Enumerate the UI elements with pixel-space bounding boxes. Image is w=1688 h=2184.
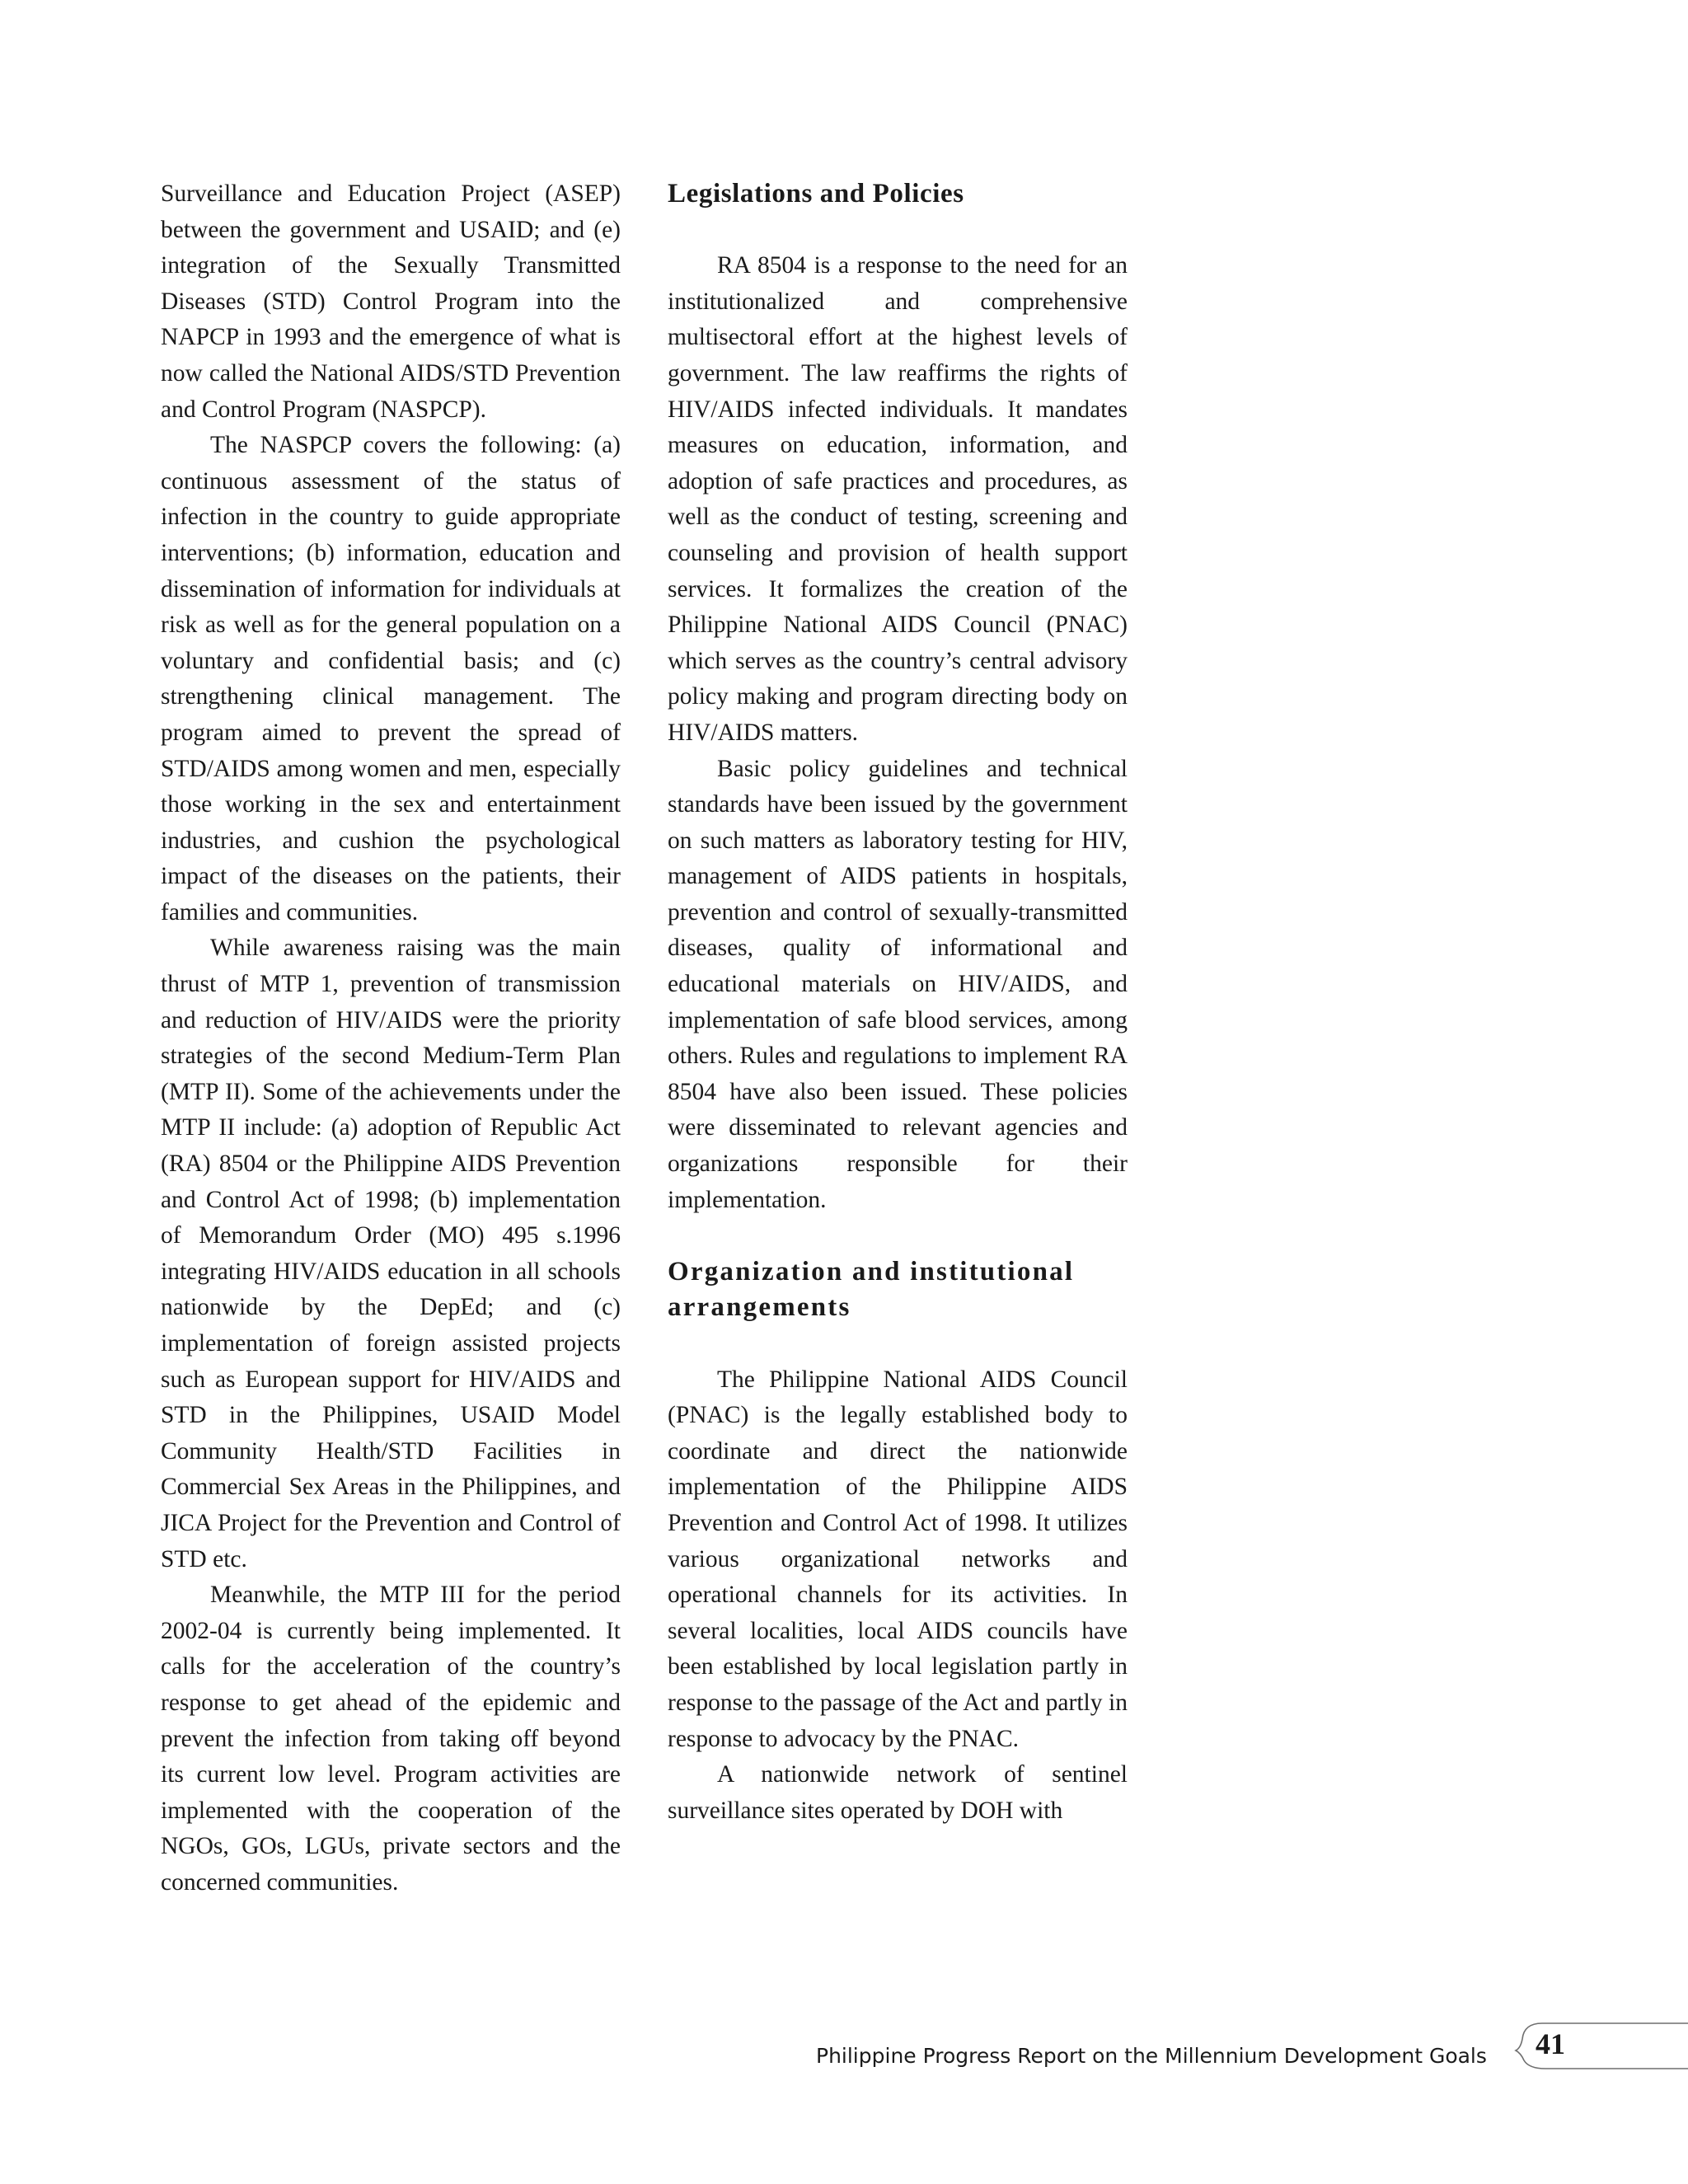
right-paragraph-4: A nationwide network of sentinel surveillance sites operated by DOH with: [668, 1761, 1128, 1824]
section-heading-legislations: Legislations and Policies: [668, 179, 964, 209]
heading-spacer: [668, 213, 1128, 249]
left-paragraph-1: Surveillance and Education Project (ASEP) between the government and USAID; and (e) integration of the Sexually Transmitted Diseases (STD) Control Program into the NAPCP in 1993 and the emergence of what is now called the National AIDS/STD Prevention and Control Program (NASPCP).: [161, 180, 621, 423]
right-paragraph-3: The Philippine National AIDS Council (PNAC) is the legally established body to coordinate and direct the nationwide implementation of the Philippine AIDS Prevention and Control Act of 1998. It utilizes various organizational networks and operational channels for its activities. In several localities, local AIDS councils have been established by local legislation partly in response to the passage of the Act and partly in response to advocacy by the PNAC.: [668, 1366, 1128, 1752]
right-column: [668, 176, 1128, 1829]
heading-spacer: [668, 1326, 1128, 1362]
right-paragraph-1: RA 8504 is a response to the need for an institutionalized and comprehensive multisectoral effort at the highest levels of government. The law reaffirms the rights of HIV/AIDS infected individuals. It mandates measures on education, information, and adoption of safe practices and procedures, as well as the conduct of testing, screening and counseling and provision of health support services. It formalizes the creation of the Philippine National AIDS Council (PNAC) which serves as the country’s central advisory policy making and program directing body on HIV/AIDS matters.: [668, 252, 1128, 746]
page-number: 41: [1536, 2027, 1565, 2060]
section-spacer: [668, 1218, 1128, 1254]
right-paragraph-2: Basic policy guidelines and technical standards have been issued by the government on such matters as laboratory testing for HIV, management of AIDS patients in hospitals, prevention and control of sexually-transmitted diseases, quality of informational and educational materials on HIV/AIDS, and implementation of safe blood services, among others. Rules and regulations to implement RA 8504 have also been issued. These policies were disseminated to relevant agencies and organizations responsible for their implementation.: [668, 755, 1128, 1213]
section-heading-organization: Organization and institutional arrangements: [668, 1256, 1075, 1323]
page-number-tab: [1512, 2021, 1688, 2070]
left-paragraph-3: While awareness raising was the main thrust of MTP 1, prevention of transmission and reduction of HIV/AIDS were the priority strategies of the second Medium-Term Plan (MTP II). Some of the achievements under the MTP II include: (a) adoption of Republic Act (RA) 8504 or the Philippine AIDS Prevention and Control Act of 1998; (b) implementation of Memorandum Order (MO) 495 s.1996 integrating HIV/AIDS education in all schools nationwide by the DepEd; and (c) implementation of foreign assisted projects such as European support for HIV/AIDS and STD in the Philippines, USAID Model Community Health/STD Facilities in Commercial Sex Areas in the Philippines, and JICA Project for the Prevention and Control of STD etc.: [161, 935, 621, 1572]
left-column: [161, 176, 621, 1901]
left-paragraph-2: The NASPCP covers the following: (a) continuous assessment of the status of infection in the country to guide appropriate interventions; (b) information, education and dissemination of information for individuals at risk as well as for the general population on a voluntary and confidential basis; and (c) strengthening clinical management. The program aimed to prevent the spread of STD/AIDS among women and men, especially those working in the sex and entertainment industries, and cushion the psychological impact of the diseases on the patients, their families and communities.: [161, 432, 621, 926]
footer-publication-title: Philippine Progress Report on the Millennium Development Goals: [816, 2044, 1487, 2068]
left-paragraph-4: Meanwhile, the MTP III for the period 2002-04 is currently being implemented. It calls for the acceleration of the country’s response to get ahead of the epidemic and prevent the infection from taking off beyond its current low level. Program activities are implemented with the cooperation of the NGOs, GOs, LGUs, private sectors and the concerned communities.: [161, 1582, 621, 1896]
